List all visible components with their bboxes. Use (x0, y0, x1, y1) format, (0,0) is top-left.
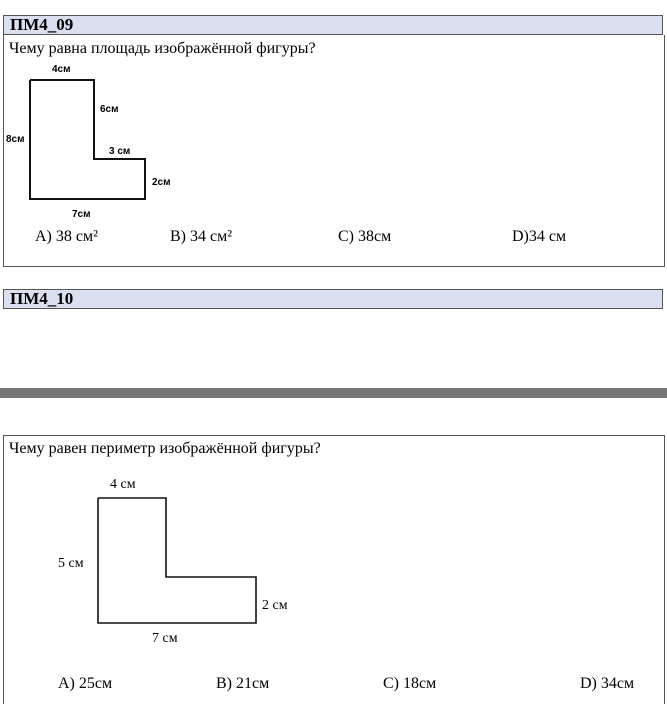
label-top: 4 см (110, 477, 136, 492)
answer-option-c[interactable]: C) 18см (383, 675, 437, 692)
l-shape-figure (40, 470, 310, 650)
question-text: Чему равна площадь изображённой фигуры? (9, 40, 316, 57)
section-divider (0, 388, 667, 398)
task-header (3, 289, 663, 309)
answer-option-a[interactable]: A) 38 см² (35, 228, 98, 245)
figure-outline (98, 498, 256, 623)
label-bottom: 7 см (152, 631, 178, 646)
question-text: Чему равен периметр изображённой фигуры? (9, 440, 321, 457)
label-right: 2 см (262, 598, 288, 613)
answer-option-b[interactable]: B) 21см (216, 675, 270, 692)
label-bottom: 7см (72, 209, 91, 220)
figure-outline (30, 80, 145, 199)
answer-option-b[interactable]: B) 34 см² (170, 228, 233, 245)
task-header (3, 15, 663, 35)
answer-option-c[interactable]: C) 38см (338, 228, 392, 245)
l-shape-figure (0, 60, 200, 225)
answer-option-d[interactable]: D)34 см (512, 228, 567, 245)
label-right: 2см (152, 177, 171, 188)
label-left: 5 см (58, 556, 84, 571)
task-code: ПМ4_10 (10, 289, 74, 308)
label-inner-horizontal: 3 см (109, 146, 131, 157)
task-code: ПМ4_09 (10, 15, 74, 34)
label-top: 4см (52, 64, 71, 75)
answer-option-a[interactable]: A) 25см (58, 675, 113, 692)
answer-option-d[interactable]: D) 34см (580, 675, 635, 692)
label-inner-vertical: 6см (100, 104, 119, 115)
label-left: 8см (6, 134, 25, 145)
